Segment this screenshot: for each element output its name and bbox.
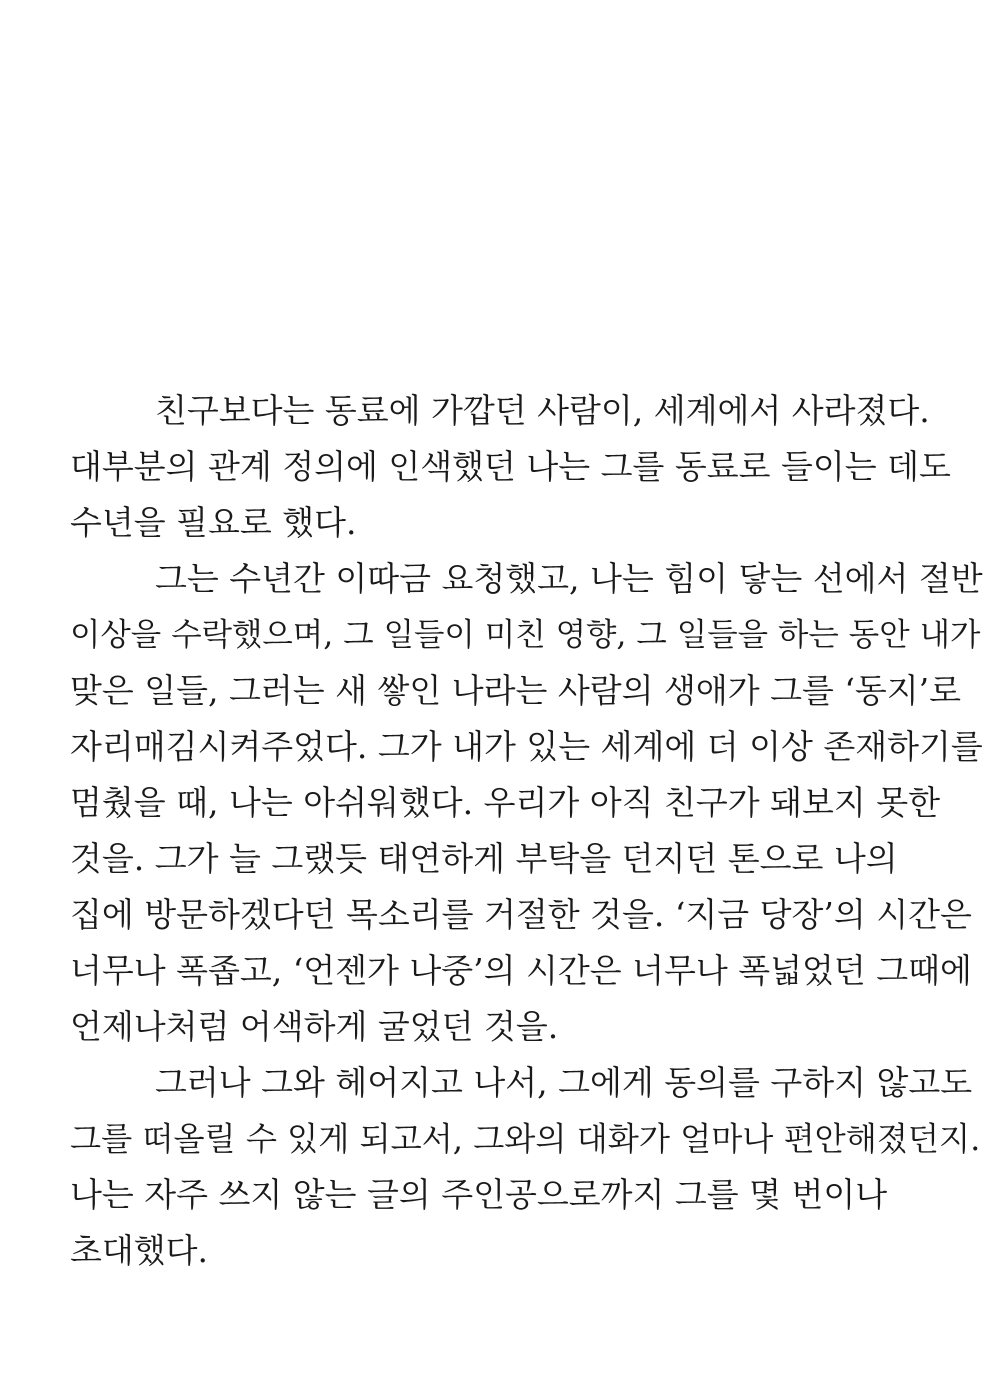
paragraph-2-line-6: 것을. 그가 늘 그랬듯 태연하게 부탁을 던지던 톤으로 나의 — [70, 839, 898, 878]
paragraph-1-line-3: 수년을 필요로 했다. — [70, 503, 357, 542]
paragraph-1-line-1: 친구보다는 동료에 가깝던 사람이, 세계에서 사라졌다. — [155, 391, 930, 430]
paragraph-2-line-3: 맞은 일들, 그러는 새 쌓인 나라는 사람의 생애가 그를 ‘동지’로 — [70, 671, 961, 710]
paragraph-2-line-5: 멈췄을 때, 나는 아쉬워했다. 우리가 아직 친구가 돼보지 못한 — [70, 783, 940, 822]
paragraph-1-line-2: 대부분의 관계 정의에 인색했던 나는 그를 동료로 들이는 데도 — [70, 447, 951, 486]
paragraph-3-line-4: 초대했다. — [70, 1231, 209, 1270]
paragraph-2-line-7: 집에 방문하겠다던 목소리를 거절한 것을. ‘지금 당장’의 시간은 — [70, 895, 972, 934]
paragraph-3-line-1: 그러나 그와 헤어지고 나서, 그에게 동의를 구하지 않고도 — [155, 1063, 973, 1102]
paragraph-2-line-4: 자리매김시켜주었다. 그가 내가 있는 세계에 더 이상 존재하기를 — [70, 727, 983, 766]
paragraph-2-line-8: 너무나 폭좁고, ‘언젠가 나중’의 시간은 너무나 폭넓었던 그때에 — [70, 951, 972, 990]
paragraph-2-line-1: 그는 수년간 이따금 요청했고, 나는 힘이 닿는 선에서 절반 — [155, 559, 983, 598]
paragraph-2-line-2: 이상을 수락했으며, 그 일들이 미친 영향, 그 일들을 하는 동안 내가 — [70, 617, 981, 653]
paragraph-3-line-3: 나는 자주 쓰지 않는 글의 주인공으로까지 그를 몇 번이나 — [70, 1175, 888, 1214]
paragraph-2-line-9: 언제나처럼 어색하게 굴었던 것을. — [70, 1007, 559, 1046]
paragraph-3-line-2: 그를 떠올릴 수 있게 되고서, 그와의 대화가 얼마나 편안해졌던지. — [70, 1120, 981, 1158]
